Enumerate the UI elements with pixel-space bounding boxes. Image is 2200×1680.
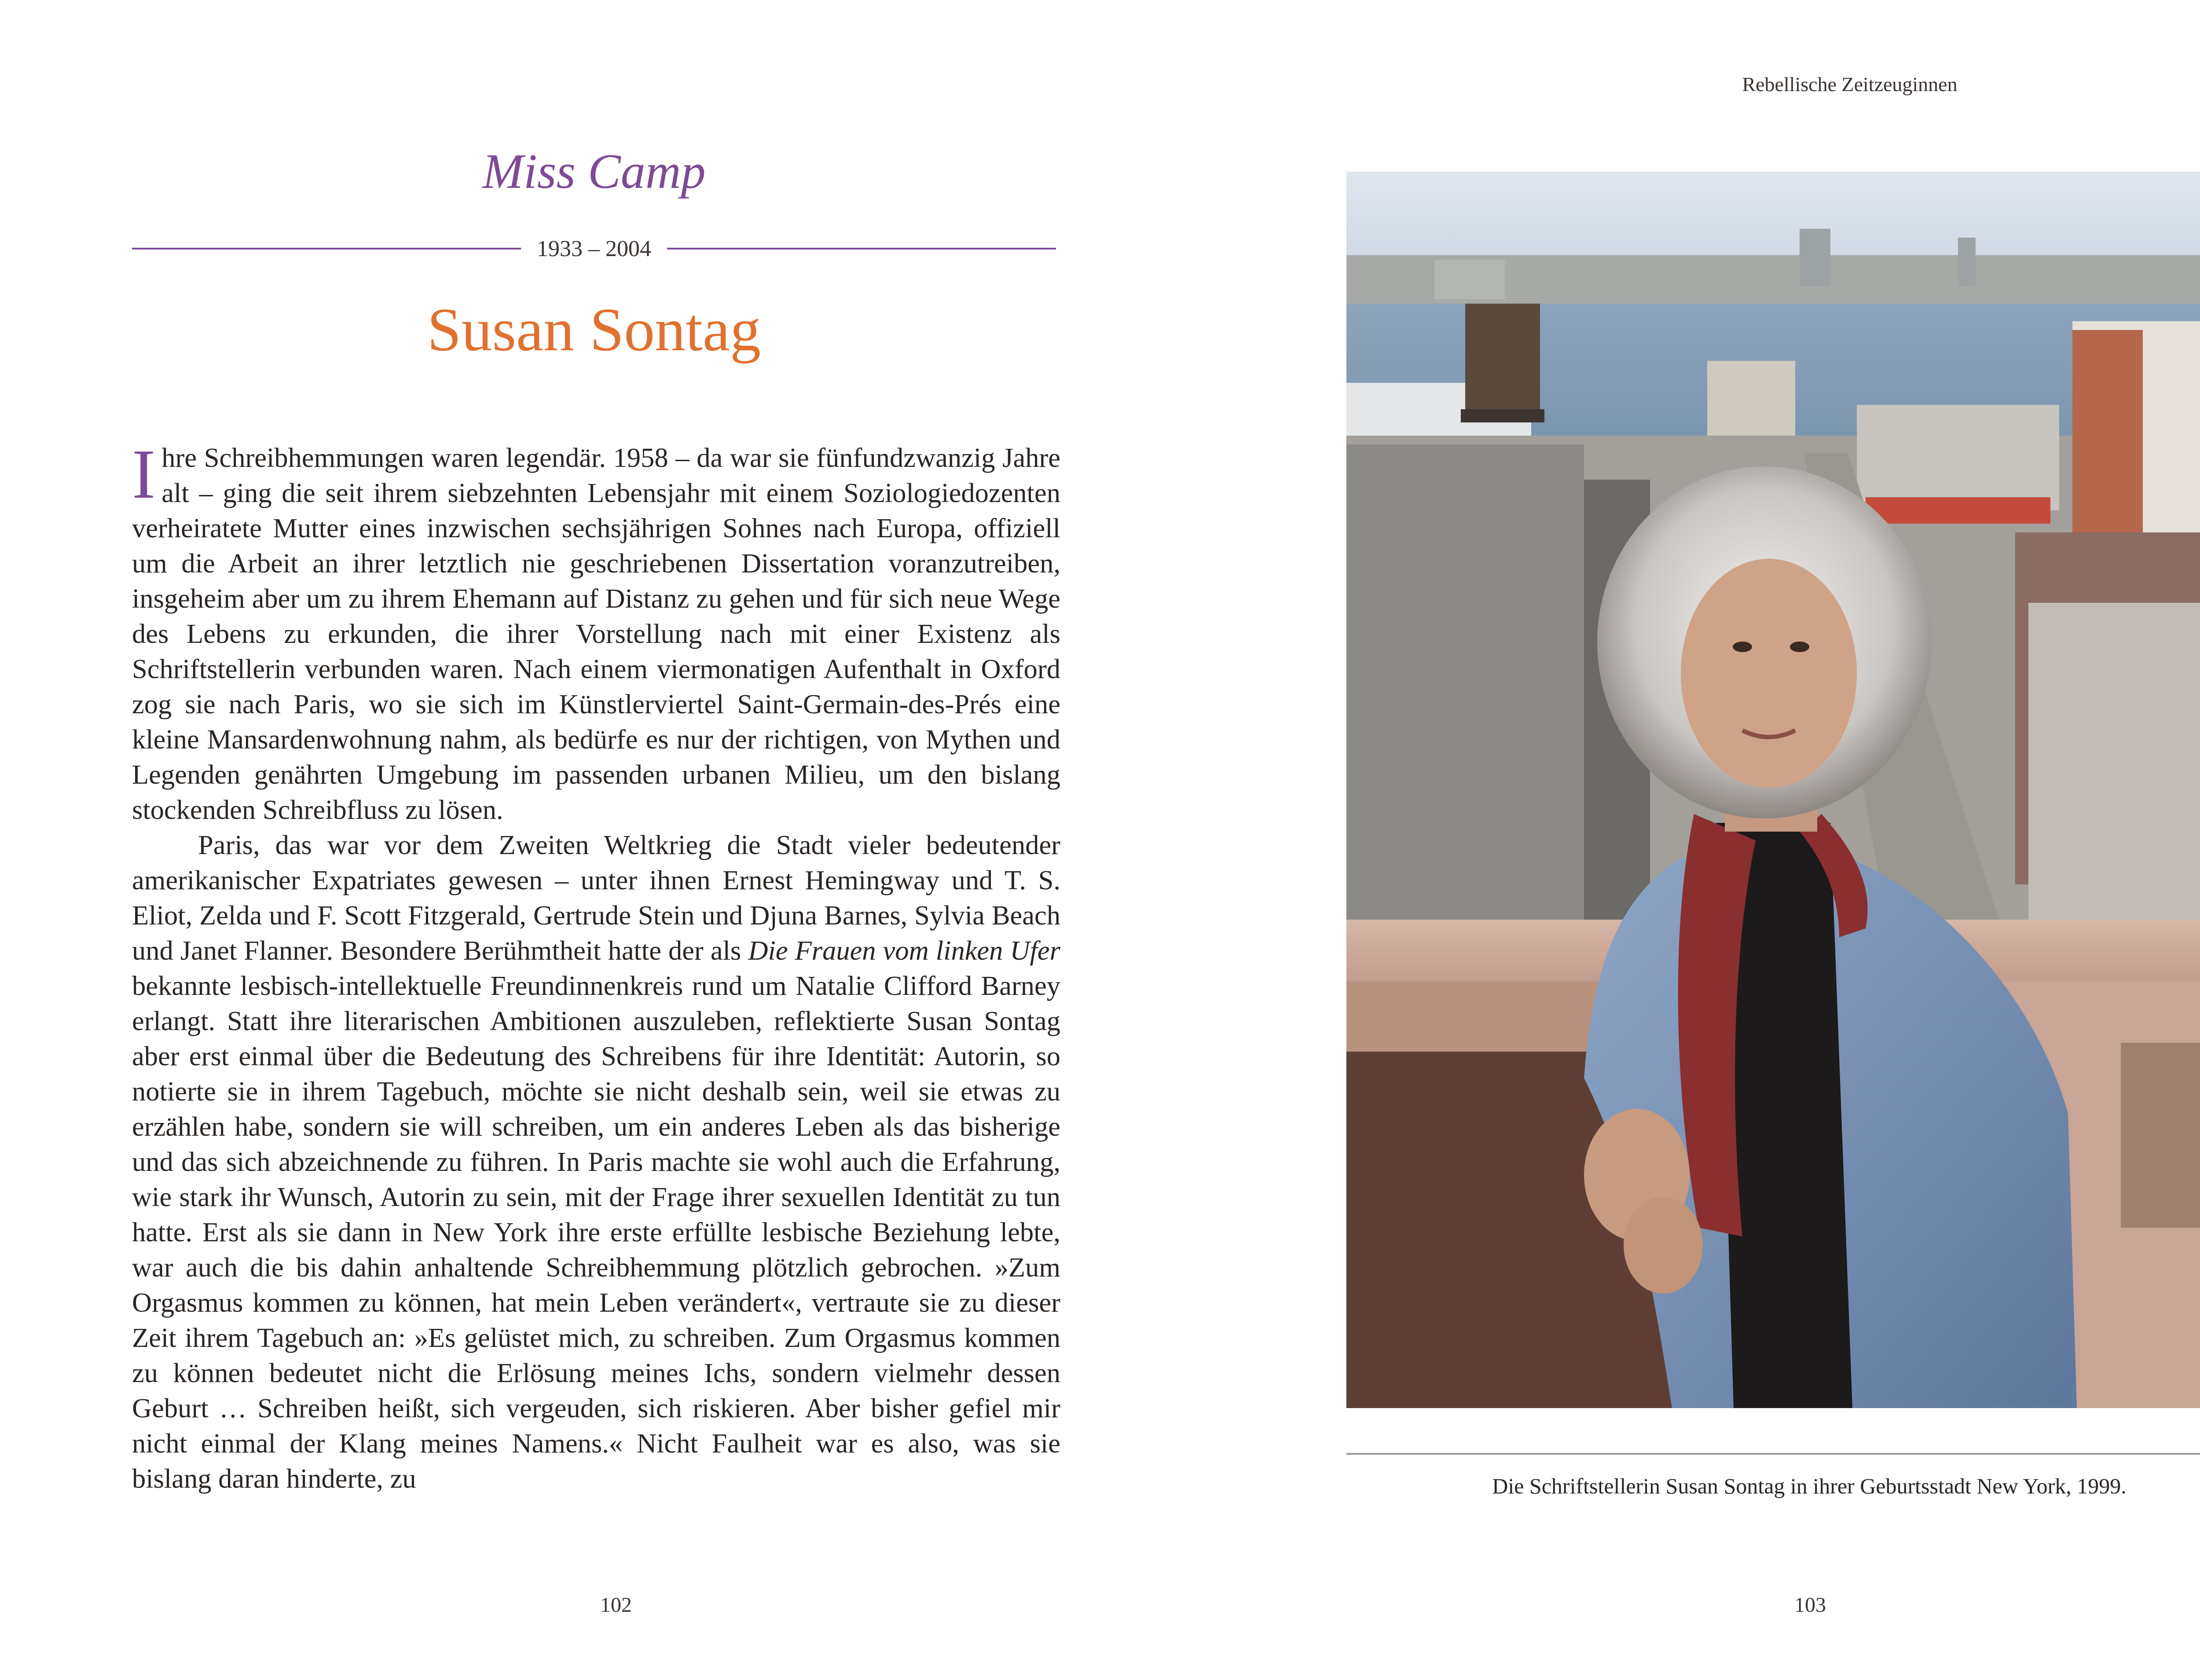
dates-rule [132, 233, 1056, 264]
page-number-right: 103 [1794, 1593, 1826, 1617]
paragraph-1 [132, 435, 1060, 827]
paragraph-1-text: hre Schreibhemmungen waren legendär. 1958 – da war sie fünfundzwanzig Jahre alt – ging die seit ihrem siebzehnten Lebensjahr mit einem Soziologiedozenten verheiratete Mutter eines inzwischen sechsjährigen Sohnes nach Europa, offiziell um die Arbeit an ihrer letztlich nie geschriebenen Dissertation voranzutreiben, insgeheim aber um zu ihrem Ehemann auf Distanz zu gehen und für sich neue Wege des Lebens zu erkunden, die ihrer Vorstellung nach mit einer Existenz als Schriftstellerin verbunden waren. Nach einem viermonatigen Aufenthalt in Oxford zog sie nach Paris, wo sie sich im Künstlerviertel Saint-Germain-des-Prés eine kleine Mansardenwohnung nahm, als bedürfe es nur der richtigen, von Mythen und Legenden genährten Umgebung im passenden urbanen Milieu, um den bislang stockenden Schreibfluss zu lösen. [132, 442, 1060, 825]
right-page [1190, 0, 2200, 1680]
chapter-title: Susan Sontag [427, 296, 761, 364]
caption-rule [1346, 1453, 2200, 1455]
drop-cap: I [132, 435, 156, 513]
page-number-left: 102 [600, 1593, 632, 1617]
life-dates: 1933 – 2004 [537, 236, 651, 261]
paragraph-2-text-a: Paris, das war vor dem Zweiten Weltkrieg die Stadt vieler bedeutender amerikanischer Expatriates gewesen – unter ihnen Ernest Hemingway und T. S. Eliot, Zelda und F. Scott Fitzgerald, Gertrude Stein und Djuna Barnes, Sylvia Beach und Janet Flanner. Besondere Berühmtheit hatte der als [132, 829, 1060, 966]
paragraph-2 [132, 827, 1060, 1496]
rule-line-right [667, 248, 1056, 249]
paragraph-2-italic-title: Die Frauen vom linken Ufer [748, 935, 1060, 966]
rule-line-left [132, 248, 521, 249]
running-head: Rebellische Zeitzeuginnen [1742, 73, 1958, 95]
portrait-photo [1346, 172, 2200, 1408]
body-text [132, 435, 1060, 1496]
chapter-subtitle: Miss Camp [482, 144, 706, 199]
paragraph-2-text-b: bekannte lesbisch-intellektuelle Freundinnenkreis rund um Natalie Clifford Barney erlangt. Statt ihre literarischen Ambitionen auszuleben, reflektierte Susan Sontag aber erst einmal über die Bedeutung des Schreibens für ihre Identität: Autorin, so notierte sie in ihrem Tagebuch, möchte sie nicht deshalb sein, weil sie etwas zu erzählen habe, sondern sie will schreiben, um ein anderes Leben als das bisherige und das sich abzeichnende zu führen. In Paris machte sie wohl auch die Erfahrung, wie stark ihr Wunsch, Autorin zu sein, mit der Frage ihrer sexuellen Identität zu tun hatte. Erst als sie dann in New York ihre erste erfüllte lesbische Beziehung lebte, war auch die bis dahin anhaltende Schreibhemmung plötzlich gebrochen. »Zum Orgasmus kommen zu können, hat mein Leben verändert«, vertraute sie zu dieser Zeit ihrem Tagebuch an: »Es gelüstet mich, zu schreiben. Zum Orgasmus kommen zu können bedeutet nicht die Erlösung meines Ichs, sondern vielmehr dessen Geburt … Schreiben heißt, sich vergeuden, sich riskieren. Aber bisher gefiel mir nicht einmal der Klang meines Namens.« Nicht Faulheit war es also, was sie bislang daran hinderte, zu [132, 970, 1060, 1494]
photo-caption: Die Schriftstellerin Susan Sontag in ihrer Geburtsstadt New York, 1999. [1492, 1474, 2127, 1498]
